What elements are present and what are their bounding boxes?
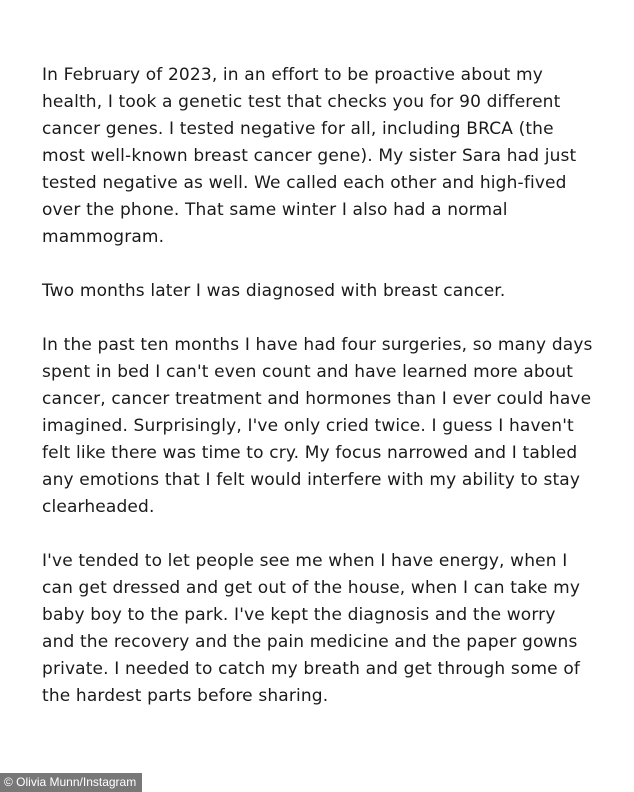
paragraph-privacy: I've tended to let people see me when I have energy, when I can get dressed and get out of the house, when I can take my baby boy to the park. I've kept the diagnosis and the worry and the recovery and the pain medicine and the paper gowns private. I needed to catch my breath and get through some of the hardest parts before sharing.: [42, 551, 581, 706]
letter-body: [42, 62, 612, 710]
paragraph-genetic-test: In February of 2023, in an effort to be proactive about my health, I took a genetic test that checks you for 90 different cancer genes. I tested negative for all, including BRCA (the most well-known breast cancer gene). My sister Sara had just tested negative as well. We called each other and high-fived over the phone. That same winter I also had a normal mammogram.: [42, 65, 577, 247]
paragraph-diagnosis: Two months later I was diagnosed with breast cancer.: [42, 281, 506, 301]
photo-credit-badge: [0, 773, 142, 792]
photo-credit-text: © Olivia Munn/Instagram: [4, 775, 137, 789]
paragraph-surgeries: In the past ten months I have had four surgeries, so many days spent in bed I can't even count and have learned more about cancer, cancer treatment and hormones than I ever could have imagined. Surprisingly, I've only cried twice. I guess I haven't felt like there was time to cry. My focus narrowed and I tabled any emotions that I felt would interfere with my ability to stay clearheaded.: [42, 335, 593, 517]
